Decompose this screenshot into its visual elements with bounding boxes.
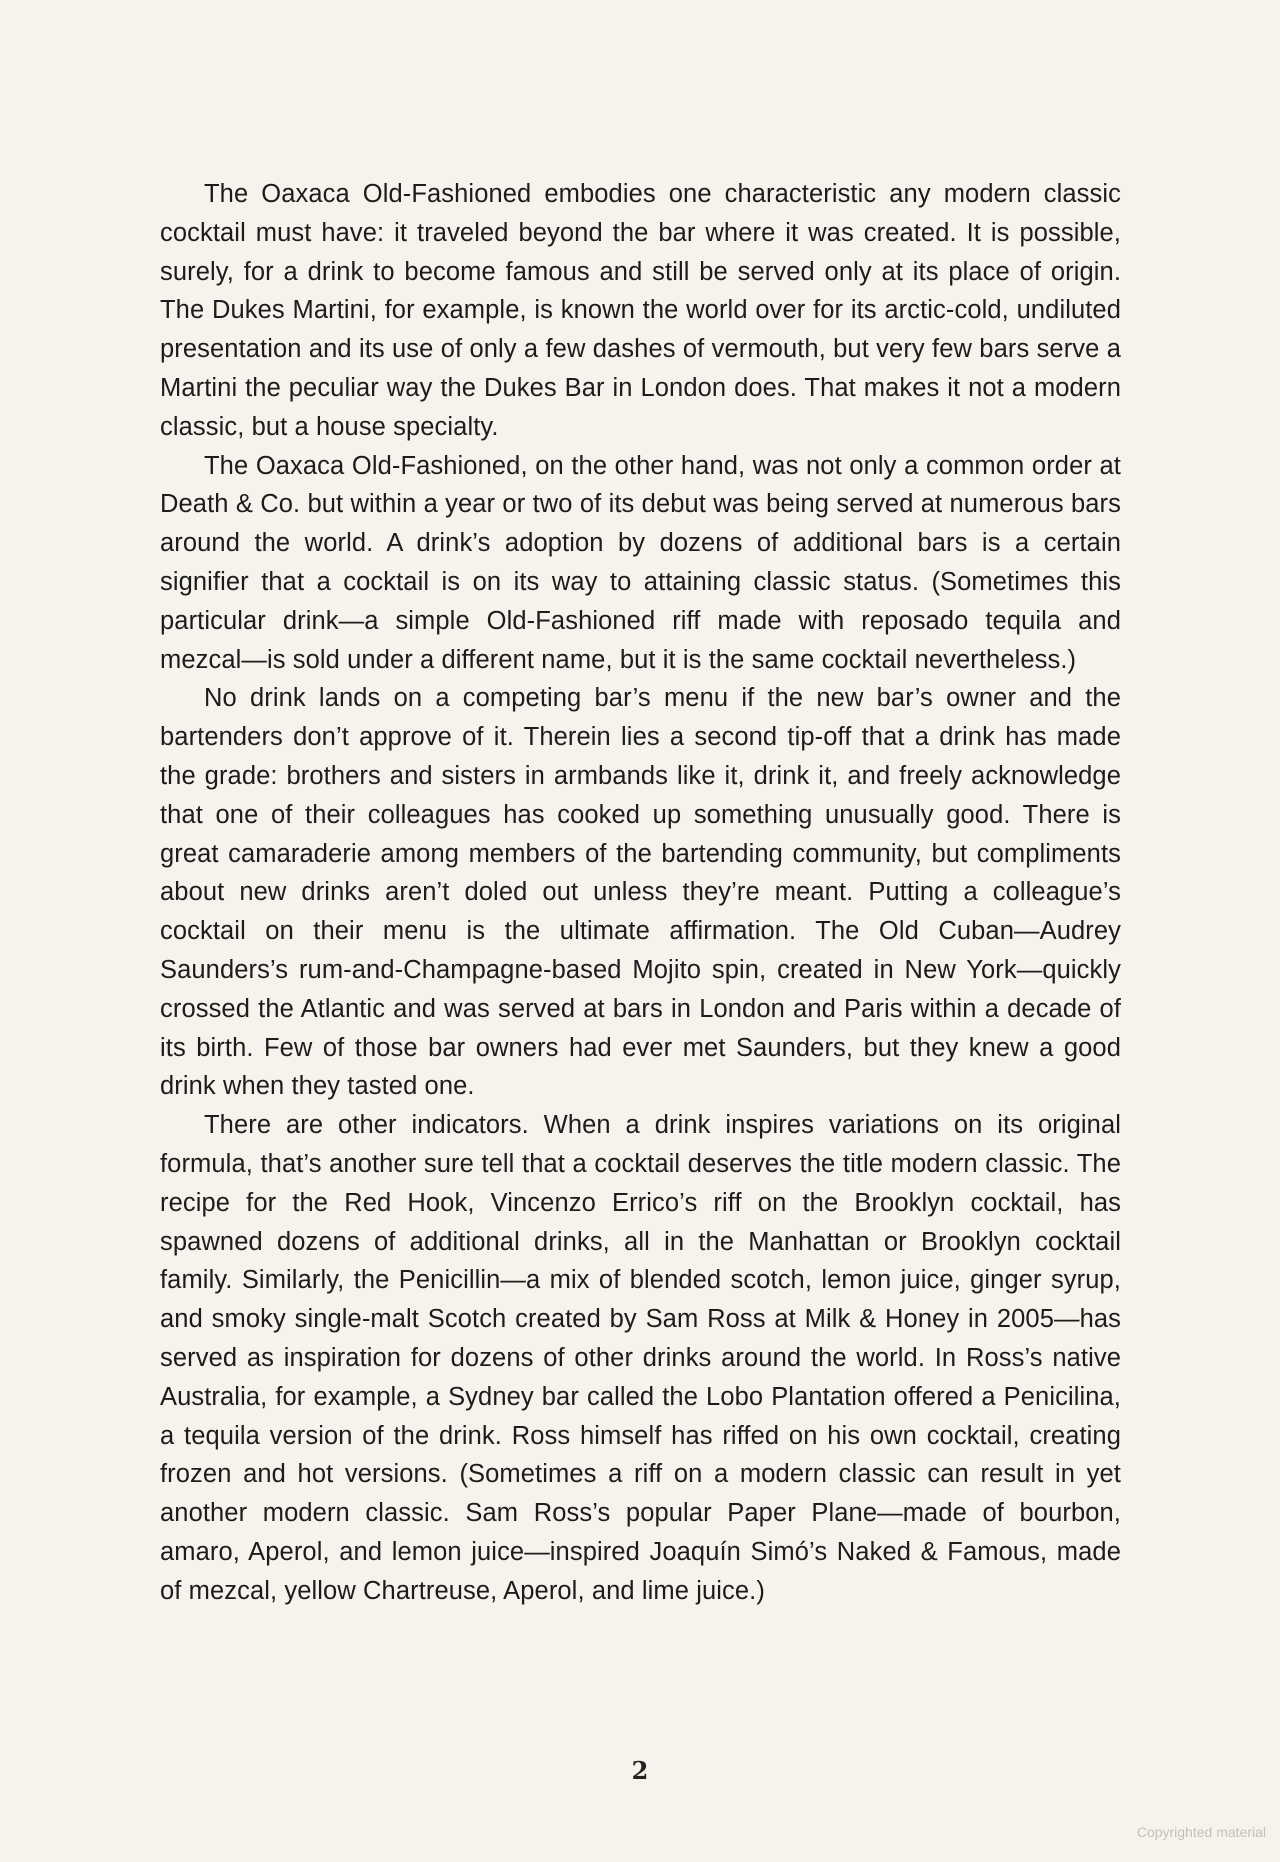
paragraph-1: The Oaxaca Old-Fashioned embodies one characteristic any modern classic cocktail must have: it traveled beyond the bar where it was created. It is possible, surely, for a drink to become famous and still be served only at its place of origin. The Dukes Martini, for example, is known the world over for its arctic-cold, undiluted presentation and its use of only a few dashes of vermouth, but very few bars serve a Martini the peculiar way the Dukes Bar in London does. That makes it not a modern classic, but a house specialty.: [160, 180, 1121, 441]
paragraph-4: There are other indicators. When a drink inspires variations on its original formula, that’s another sure tell that a cocktail deserves the title modern classic. The recipe for the Red Hook, Vincenzo Errico’s riff on the Brooklyn cocktail, has spawned dozens of additional drinks, all in the Manhattan or Brooklyn cocktail family. Similarly, the Penicillin—a mix of blended scotch, lemon juice, ginger syrup, and smoky single-malt Scotch created by Sam Ross at Milk & Honey in 2005—has served as inspiration for dozens of other drinks around the world. In Ross’s native Australia, for example, a Sydney bar called the Lobo Plantation offered a Penicilina, a tequila version of the drink. Ross himself has riffed on his own cocktail, creating frozen and hot versions. (Sometimes a riff on a modern classic can result in yet another modern classic. Sam Ross’s popular Paper Plane—made of bourbon, amaro, Aperol, and lemon juice—inspired Joaquín Simó’s Naked & Famous, made of mezcal, yellow Chartreuse, Aperol, and lime juice.): [160, 1111, 1121, 1605]
page-number: 2: [631, 1756, 649, 1785]
body-text: [160, 175, 1121, 1610]
paragraph-3: No drink lands on a competing bar’s menu if the new bar’s owner and the bartenders don’t approve of it. Therein lies a second tip-off that a drink has made the grade: brothers and sisters in armbands like it, drink it, and freely acknowledge that one of their colleagues has cooked up something unusually good. There is great camaraderie among members of the bartending community, but compliments about new drinks aren’t doled out unless they’re meant. Putting a colleague’s cocktail on their menu is the ultimate affirmation. The Old Cuban—Audrey Saunders’s rum-and-Champagne-based Mojito spin, created in New York—quickly crossed the Atlantic and was served at bars in London and Paris within a decade of its birth. Few of those bar owners had ever met Saunders, but they knew a good drink when they tasted one.: [160, 684, 1121, 1101]
paragraph-2: The Oaxaca Old-Fashioned, on the other hand, was not only a common order at Death & Co. but within a year or two of its debut was being served at numerous bars around the world. A drink’s adoption by dozens of additional bars is a certain signifier that a cocktail is on its way to attaining classic status. (Sometimes this particular drink—a simple Old-Fashioned riff made with reposado tequila and mezcal—is sold under a different name, but it is the same cocktail nevertheless.): [160, 451, 1121, 674]
copyright-watermark: Copyrighted material: [1136, 1824, 1266, 1840]
